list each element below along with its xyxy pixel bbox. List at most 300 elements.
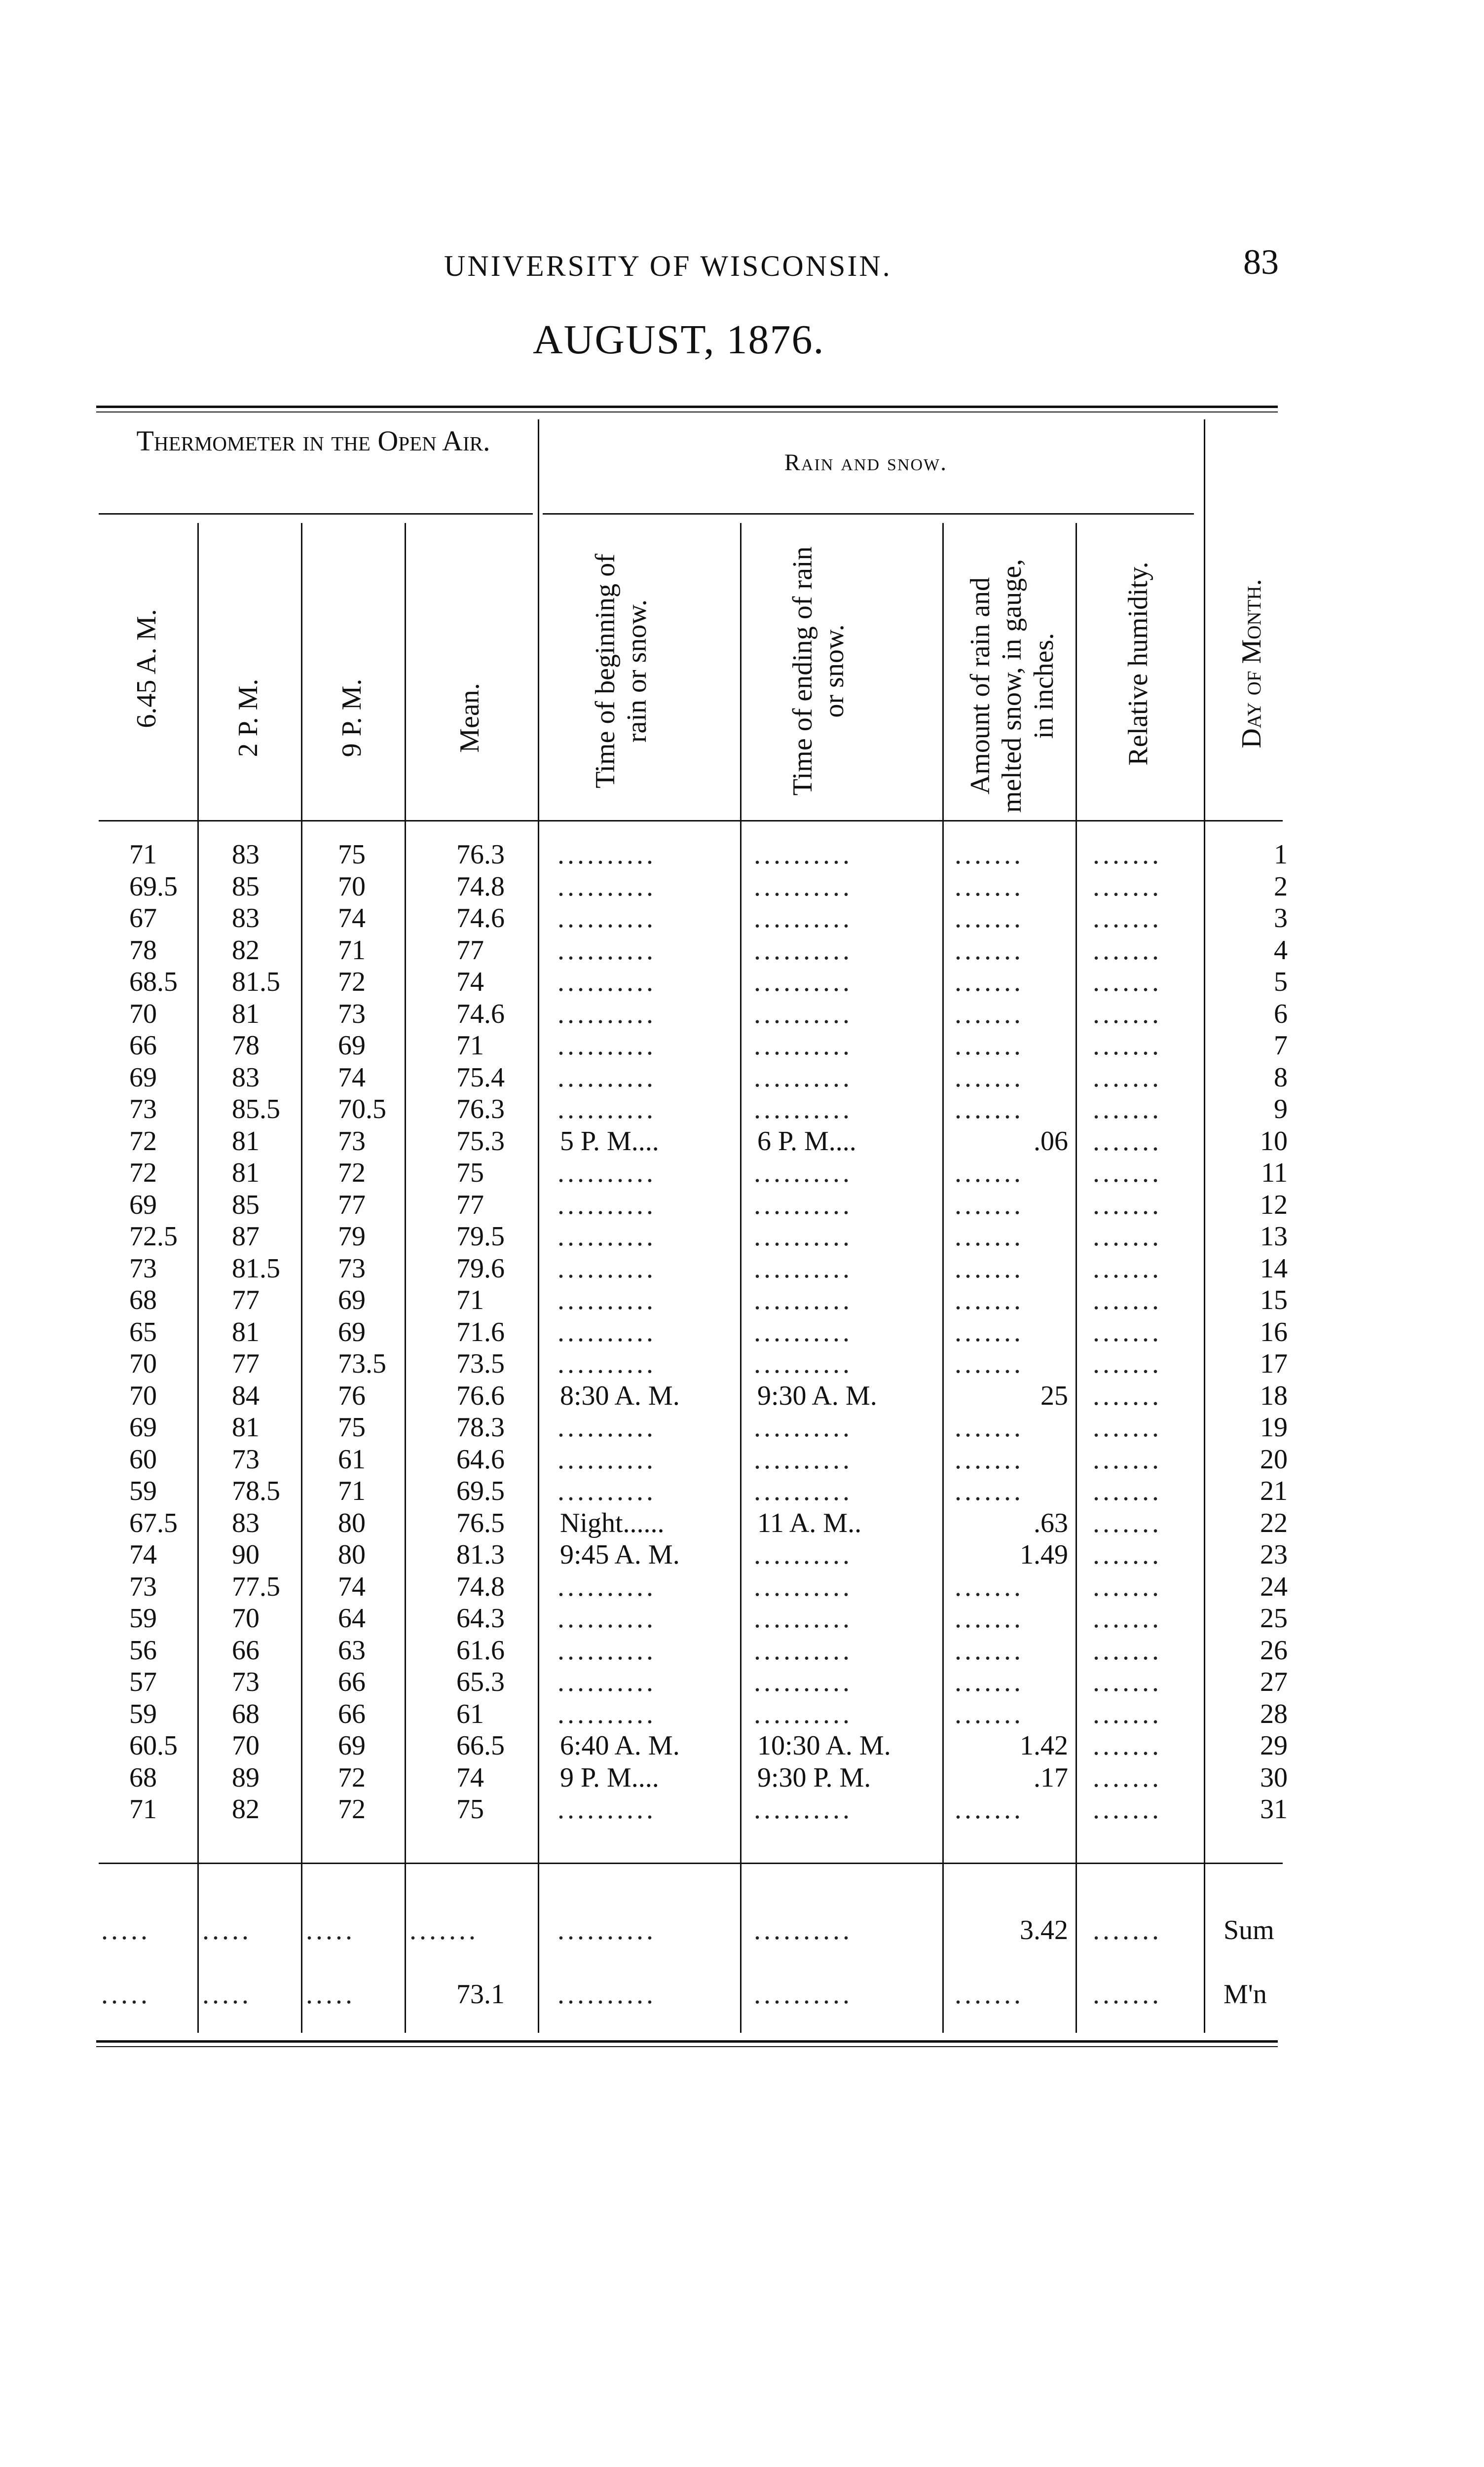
leader-dots: ..........	[557, 1412, 656, 1443]
leader-dots: .......	[955, 1190, 1024, 1220]
leader-dots: ..........	[754, 1794, 853, 1825]
leader-dots: .......	[1093, 1412, 1162, 1443]
cell-2pm: 73	[232, 1444, 260, 1475]
table-top-rule-2	[96, 411, 1278, 412]
leader-dots: .......	[1093, 1062, 1162, 1093]
table-row	[0, 1157, 1484, 1189]
leader-dots: .......	[1093, 1915, 1162, 1945]
table-row	[0, 1603, 1484, 1634]
leader-dots: .......	[1093, 1348, 1162, 1379]
cell-9pm: 66	[338, 1667, 366, 1697]
leader-dots: .......	[955, 1476, 1024, 1506]
leader-dots: ..........	[754, 1221, 853, 1252]
mean-row	[0, 1979, 1484, 2010]
cell-2pm: 77.5	[232, 1571, 280, 1602]
leader-dots: .......	[1093, 1381, 1162, 1411]
cell-am: 60.5	[129, 1730, 178, 1761]
leader-dots: .......	[1093, 1699, 1162, 1729]
table-row	[0, 1635, 1484, 1666]
leader-dots: .......	[955, 1253, 1024, 1284]
leader-dots: ..........	[754, 1979, 853, 2010]
sum-amount: 3.42	[1020, 1915, 1068, 1945]
leader-dots: ..........	[557, 1915, 656, 1945]
leader-dots: .......	[1093, 871, 1162, 902]
table-top-rule	[96, 406, 1278, 408]
cell-amount: .06	[1034, 1126, 1068, 1157]
cell-9pm: 73	[338, 999, 366, 1029]
leader-dots: ..........	[557, 1979, 656, 2010]
cell-2pm: 83	[232, 839, 260, 870]
col-header-begin: Time of beginning of rain or snow.	[590, 554, 653, 788]
cell-9pm: 63	[338, 1635, 366, 1666]
col-header-amount: Amount of rain and melted snow, in gauge, in inches.	[965, 559, 1059, 813]
cell-mean: 73.5	[456, 1348, 505, 1379]
cell-2pm: 81	[232, 1126, 260, 1157]
table-row	[0, 1475, 1484, 1507]
cell-mean: 74	[456, 967, 484, 997]
cell-9pm: 72	[338, 1158, 366, 1188]
leader-dots: .......	[1093, 1317, 1162, 1347]
table-row	[0, 1412, 1484, 1443]
cell-day: 28	[1260, 1699, 1288, 1729]
cell-9pm: 71	[338, 1476, 366, 1506]
cell-amount: 1.49	[1020, 1539, 1068, 1570]
cell-am: 69	[129, 1190, 157, 1220]
table-row	[0, 1316, 1484, 1348]
cell-day: 22	[1260, 1508, 1288, 1538]
cell-day: 13	[1260, 1221, 1288, 1252]
table-row	[0, 902, 1484, 934]
cell-9pm: 77	[338, 1190, 366, 1220]
cell-day: 6	[1274, 999, 1288, 1029]
cell-mean: 71	[456, 1030, 484, 1061]
cell-am: 72	[129, 1158, 157, 1188]
leader-dots: .......	[1093, 1508, 1162, 1538]
leader-dots: ..........	[557, 1285, 656, 1315]
table-row	[0, 1253, 1484, 1284]
table-row	[0, 998, 1484, 1030]
cell-end: 9:30 P. M.	[757, 1762, 871, 1793]
leader-dots: .......	[1093, 1030, 1162, 1061]
cell-9pm: 74	[338, 1062, 366, 1093]
cell-2pm: 85.5	[232, 1094, 280, 1124]
leader-dots: .......	[955, 871, 1024, 902]
table-row	[0, 1794, 1484, 1825]
table-row	[0, 1666, 1484, 1698]
leader-dots: ..........	[557, 1603, 656, 1634]
leader-dots: .......	[955, 1635, 1024, 1666]
cell-day: 10	[1260, 1126, 1288, 1157]
table-row	[0, 1539, 1484, 1570]
leader-dots: .......	[955, 967, 1024, 997]
cell-2pm: 81.5	[232, 967, 280, 997]
cell-2pm: 77	[232, 1285, 260, 1315]
cell-mean: 71.6	[456, 1317, 505, 1347]
cell-2pm: 78	[232, 1030, 260, 1061]
cell-mean: 64.6	[456, 1444, 505, 1475]
leader-dots: .......	[955, 1317, 1024, 1347]
cell-day: 9	[1274, 1094, 1288, 1124]
leader-dots: .......	[1093, 903, 1162, 934]
leader-dots: .......	[1093, 1603, 1162, 1634]
cell-mean: 66.5	[456, 1730, 505, 1761]
cell-9pm: 61	[338, 1444, 366, 1475]
cell-day: 31	[1260, 1794, 1288, 1825]
cell-2pm: 81	[232, 999, 260, 1029]
leader-dots: ..........	[557, 1062, 656, 1093]
cell-am: 73	[129, 1253, 157, 1284]
cell-2pm: 82	[232, 935, 260, 966]
leader-dots: ..........	[754, 1062, 853, 1093]
cell-amount: .17	[1034, 1762, 1068, 1793]
col-header-humidity: Relative humidity.	[1123, 561, 1153, 766]
leader-dots: .......	[1093, 1762, 1162, 1793]
leader-dots: ..........	[754, 1030, 853, 1061]
leader-dots: .....	[306, 1915, 355, 1945]
cell-9pm: 80	[338, 1539, 366, 1570]
leader-dots: .....	[101, 1979, 150, 2010]
cell-am: 59	[129, 1476, 157, 1506]
leader-dots: .......	[955, 1667, 1024, 1697]
cell-day: 18	[1260, 1381, 1288, 1411]
cell-begin: 8:30 A. M.	[560, 1381, 680, 1411]
cell-2pm: 78.5	[232, 1476, 280, 1506]
leader-dots: .......	[955, 1571, 1024, 1602]
leader-dots: .....	[306, 1979, 355, 2010]
leader-dots: ..........	[557, 1253, 656, 1284]
cell-9pm: 75	[338, 1412, 366, 1443]
thermometer-section-heading: Thermometer in the Open Air.	[136, 425, 490, 457]
cell-day: 14	[1260, 1253, 1288, 1284]
leader-dots: .......	[1093, 1221, 1162, 1252]
leader-dots: ..........	[754, 903, 853, 934]
cell-amount: 25	[1040, 1381, 1068, 1411]
leader-dots: .......	[1093, 1571, 1162, 1602]
cell-mean: 76.6	[456, 1381, 505, 1411]
cell-9pm: 79	[338, 1221, 366, 1252]
cell-end: 10:30 A. M.	[757, 1730, 891, 1761]
leader-dots: .......	[955, 1030, 1024, 1061]
leader-dots: .....	[202, 1979, 252, 2010]
leader-dots: .......	[955, 1158, 1024, 1188]
cell-9pm: 76	[338, 1381, 366, 1411]
cell-2pm: 85	[232, 1190, 260, 1220]
cell-day: 25	[1260, 1603, 1288, 1634]
cell-mean: 79.5	[456, 1221, 505, 1252]
col-header-am: 6.45 A. M.	[131, 609, 162, 728]
leader-dots: ..........	[557, 871, 656, 902]
leader-dots: ..........	[557, 839, 656, 870]
cell-9pm: 69	[338, 1317, 366, 1347]
mean-value: 73.1	[456, 1979, 505, 2010]
cell-day: 27	[1260, 1667, 1288, 1697]
leader-dots: ..........	[754, 1444, 853, 1475]
leader-dots: .......	[1093, 967, 1162, 997]
cell-day: 4	[1274, 935, 1288, 966]
table-row	[0, 1062, 1484, 1093]
cell-mean: 71	[456, 1285, 484, 1315]
cell-2pm: 81	[232, 1412, 260, 1443]
cell-mean: 75	[456, 1794, 484, 1825]
cell-mean: 75	[456, 1158, 484, 1188]
leader-dots: ..........	[754, 967, 853, 997]
cell-end: 6 P. M....	[757, 1126, 856, 1157]
cell-9pm: 69	[338, 1730, 366, 1761]
cell-9pm: 80	[338, 1508, 366, 1538]
cell-mean: 74.8	[456, 871, 505, 902]
cell-mean: 65.3	[456, 1667, 505, 1697]
leader-dots: ..........	[557, 1794, 656, 1825]
cell-day: 19	[1260, 1412, 1288, 1443]
leader-dots: .......	[1093, 1730, 1162, 1761]
running-head: UNIVERSITY OF WISCONSIN.	[444, 250, 892, 282]
leader-dots: ..........	[557, 935, 656, 966]
leader-dots: .......	[955, 1221, 1024, 1252]
cell-9pm: 73	[338, 1253, 366, 1284]
cell-amount: .63	[1034, 1508, 1068, 1538]
cell-mean: 77	[456, 935, 484, 966]
cell-am: 73	[129, 1094, 157, 1124]
leader-dots: .......	[1093, 1094, 1162, 1124]
leader-dots: .......	[1093, 1444, 1162, 1475]
leader-dots: ..........	[754, 1667, 853, 1697]
leader-dots: .......	[1093, 1667, 1162, 1697]
leader-dots: .......	[955, 1285, 1024, 1315]
leader-dots: .......	[1093, 1126, 1162, 1157]
table-row	[0, 1189, 1484, 1221]
leader-dots: .......	[955, 903, 1024, 934]
cell-day: 17	[1260, 1348, 1288, 1379]
leader-dots: .......	[1093, 1158, 1162, 1188]
cell-am: 68	[129, 1762, 157, 1793]
cell-am: 69	[129, 1062, 157, 1093]
cell-am: 57	[129, 1667, 157, 1697]
cell-mean: 64.3	[456, 1603, 505, 1634]
month-title: AUGUST, 1876.	[533, 317, 825, 363]
leader-dots: ..........	[557, 1158, 656, 1188]
cell-am: 60	[129, 1444, 157, 1475]
cell-9pm: 64	[338, 1603, 366, 1634]
cell-2pm: 81.5	[232, 1253, 280, 1284]
cell-am: 70	[129, 999, 157, 1029]
cell-begin: 9 P. M....	[560, 1762, 659, 1793]
leader-dots: ..........	[754, 1915, 853, 1945]
leader-dots: .......	[955, 839, 1024, 870]
leader-dots: .......	[1093, 839, 1162, 870]
cell-2pm: 84	[232, 1381, 260, 1411]
table-bottom-rule-2	[96, 2046, 1278, 2047]
cell-day: 21	[1260, 1476, 1288, 1506]
cell-am: 70	[129, 1348, 157, 1379]
leader-dots: .......	[955, 1603, 1024, 1634]
leader-dots: ..........	[754, 839, 853, 870]
cell-day: 30	[1260, 1762, 1288, 1793]
table-row	[0, 1348, 1484, 1380]
col-header-day: Day of Month.	[1236, 579, 1267, 748]
cell-am: 68	[129, 1285, 157, 1315]
cell-mean: 69.5	[456, 1476, 505, 1506]
cell-2pm: 83	[232, 903, 260, 934]
leader-dots: ..........	[754, 1412, 853, 1443]
cell-9pm: 72	[338, 1794, 366, 1825]
table-row	[0, 1507, 1484, 1539]
leader-dots: .......	[955, 1444, 1024, 1475]
cell-9pm: 66	[338, 1699, 366, 1729]
cell-2pm: 68	[232, 1699, 260, 1729]
leader-dots: .......	[955, 1062, 1024, 1093]
leader-dots: .......	[1093, 1285, 1162, 1315]
table-row	[0, 1380, 1484, 1412]
cell-9pm: 74	[338, 1571, 366, 1602]
cell-day: 1	[1274, 839, 1288, 870]
cell-day: 11	[1261, 1158, 1288, 1188]
leader-dots: .......	[1093, 1539, 1162, 1570]
cell-mean: 75.4	[456, 1062, 505, 1093]
leader-dots: ..........	[557, 1094, 656, 1124]
leader-dots: ..........	[754, 1253, 853, 1284]
table-row	[0, 966, 1484, 998]
cell-9pm: 72	[338, 1762, 366, 1793]
cell-mean: 76.3	[456, 839, 505, 870]
leader-dots: ..........	[557, 1221, 656, 1252]
cell-2pm: 89	[232, 1762, 260, 1793]
leader-dots: .......	[409, 1915, 479, 1945]
leader-dots: ..........	[754, 1285, 853, 1315]
cell-am: 56	[129, 1635, 157, 1666]
cell-9pm: 73.5	[338, 1348, 386, 1379]
col-header-mean: Mean.	[454, 683, 485, 753]
cell-am: 67	[129, 903, 157, 934]
leader-dots: ..........	[754, 1317, 853, 1347]
thermometer-underline	[99, 513, 533, 515]
leader-dots: ..........	[557, 1476, 656, 1506]
leader-dots: .......	[1093, 1253, 1162, 1284]
leader-dots: .......	[1093, 1476, 1162, 1506]
cell-day: 15	[1260, 1285, 1288, 1315]
leader-dots: .......	[955, 935, 1024, 966]
rain-section-heading: Rain and snow.	[784, 449, 948, 476]
cell-day: 3	[1274, 903, 1288, 934]
leader-dots: ..........	[754, 999, 853, 1029]
cell-am: 73	[129, 1571, 157, 1602]
cell-day: 16	[1260, 1317, 1288, 1347]
leader-dots: .....	[101, 1915, 150, 1945]
cell-am: 74	[129, 1539, 157, 1570]
table-row	[0, 1221, 1484, 1252]
cell-day: 29	[1260, 1730, 1288, 1761]
leader-dots: ..........	[557, 1444, 656, 1475]
leader-dots: ..........	[754, 1635, 853, 1666]
table-row	[0, 934, 1484, 966]
cell-mean: 78.3	[456, 1412, 505, 1443]
cell-2pm: 83	[232, 1508, 260, 1538]
cell-am: 69.5	[129, 871, 178, 902]
leader-dots: ..........	[557, 903, 656, 934]
cell-end: 11 A. M..	[757, 1508, 862, 1538]
cell-9pm: 69	[338, 1030, 366, 1061]
leader-dots: ..........	[754, 1348, 853, 1379]
leader-dots: .......	[955, 1412, 1024, 1443]
cell-9pm: 73	[338, 1126, 366, 1157]
rain-underline	[543, 513, 1194, 515]
leader-dots: .....	[202, 1915, 252, 1945]
leader-dots: .......	[955, 1794, 1024, 1825]
cell-2pm: 73	[232, 1667, 260, 1697]
cell-mean: 75.3	[456, 1126, 505, 1157]
cell-2pm: 90	[232, 1539, 260, 1570]
cell-mean: 79.6	[456, 1253, 505, 1284]
cell-2pm: 85	[232, 871, 260, 902]
mean-label: M'n	[1224, 1979, 1267, 2010]
leader-dots: .......	[955, 1094, 1024, 1124]
leader-dots: .......	[955, 1979, 1024, 2010]
leader-dots: .......	[1093, 1794, 1162, 1825]
cell-2pm: 82	[232, 1794, 260, 1825]
cell-am: 59	[129, 1699, 157, 1729]
table-row	[0, 1698, 1484, 1730]
leader-dots: ..........	[754, 871, 853, 902]
cell-9pm: 70	[338, 871, 366, 902]
cell-amount: 1.42	[1020, 1730, 1068, 1761]
cell-mean: 74.6	[456, 999, 505, 1029]
leader-dots: ..........	[754, 1094, 853, 1124]
cell-am: 78	[129, 935, 157, 966]
leader-dots: ..........	[557, 967, 656, 997]
cell-2pm: 66	[232, 1635, 260, 1666]
cell-am: 59	[129, 1603, 157, 1634]
leader-dots: .......	[1093, 935, 1162, 966]
cell-day: 20	[1260, 1444, 1288, 1475]
cell-2pm: 77	[232, 1348, 260, 1379]
col-header-end: Time of ending of rain or snow.	[787, 546, 850, 796]
cell-begin: 5 P. M....	[560, 1126, 659, 1157]
leader-dots: ..........	[754, 1571, 853, 1602]
leader-dots: .......	[1093, 1190, 1162, 1220]
cell-9pm: 70.5	[338, 1094, 386, 1124]
cell-9pm: 75	[338, 839, 366, 870]
cell-mean: 61.6	[456, 1635, 505, 1666]
cell-mean: 74	[456, 1762, 484, 1793]
leader-dots: ..........	[557, 1317, 656, 1347]
table-row	[0, 1125, 1484, 1157]
cell-2pm: 81	[232, 1317, 260, 1347]
cell-9pm: 69	[338, 1285, 366, 1315]
cell-am: 71	[129, 839, 157, 870]
cell-2pm: 70	[232, 1730, 260, 1761]
table-row	[0, 1030, 1484, 1061]
cell-day: 7	[1274, 1030, 1288, 1061]
leader-dots: ..........	[754, 1603, 853, 1634]
cell-mean: 74.6	[456, 903, 505, 934]
cell-day: 24	[1260, 1571, 1288, 1602]
cell-day: 26	[1260, 1635, 1288, 1666]
table-row	[0, 1284, 1484, 1316]
cell-mean: 77	[456, 1190, 484, 1220]
header-bottom-rule	[99, 820, 1283, 822]
cell-mean: 74.8	[456, 1571, 505, 1602]
sum-row	[0, 1914, 1484, 1946]
cell-9pm: 74	[338, 903, 366, 934]
table-row	[0, 1444, 1484, 1475]
cell-day: 23	[1260, 1539, 1288, 1570]
cell-am: 72	[129, 1126, 157, 1157]
totals-rule	[99, 1863, 1283, 1864]
table-row	[0, 1571, 1484, 1603]
leader-dots: .......	[955, 1699, 1024, 1729]
leader-dots: ..........	[754, 1190, 853, 1220]
page-number: 83	[1243, 242, 1279, 282]
cell-begin: Night......	[560, 1508, 665, 1538]
